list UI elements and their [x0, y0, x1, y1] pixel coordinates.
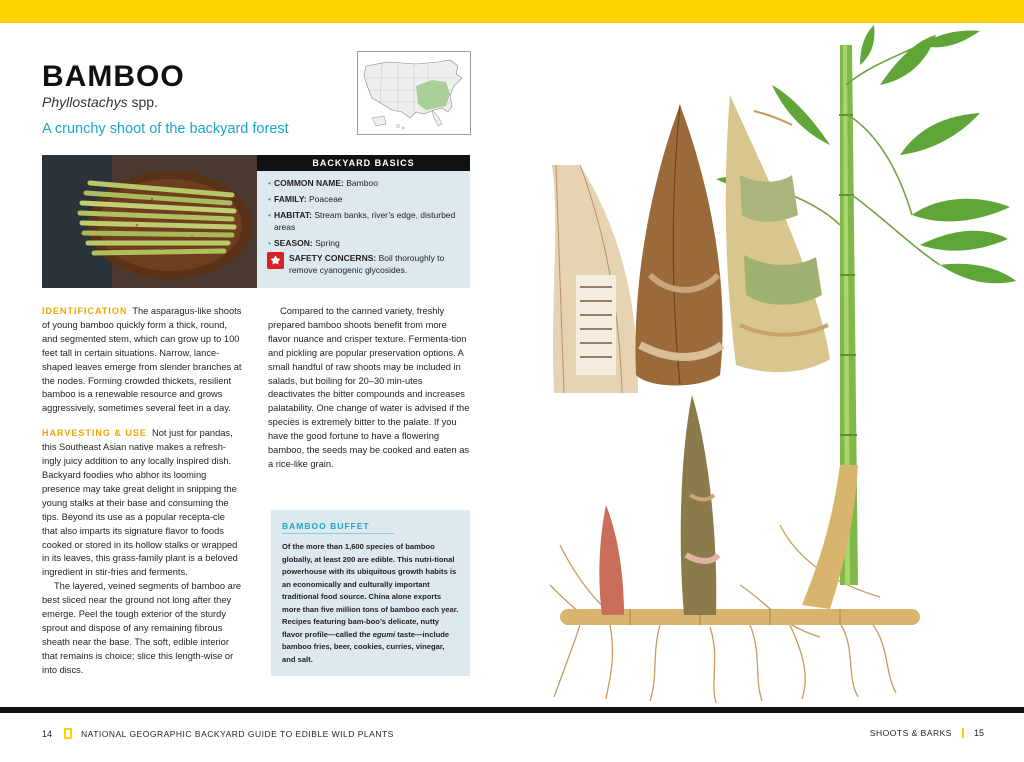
warning-icon: [267, 252, 284, 269]
harvesting-label: HARVESTING & USE: [42, 428, 147, 439]
scientific-genus: Phyllostachys: [42, 94, 128, 110]
shoots-bowl-graphic: [42, 155, 257, 288]
safety-concerns: SAFETY CONCERNS: Boil thoroughly to remove cyanogenic glycosides.: [257, 252, 470, 276]
tagline: A crunchy shoot of the backyard forest: [42, 121, 289, 137]
scientific-name: [42, 94, 158, 110]
publication-title: NATIONAL GEOGRAPHIC BACKYARD GUIDE TO EDIBLE WILD PLANTS: [81, 728, 394, 739]
body-column-left: [42, 305, 242, 678]
basics-season: • SEASON: Spring: [268, 238, 340, 248]
basics-common-name: • COMMON NAME: Bamboo: [268, 178, 378, 188]
harvesting-paragraph: HARVESTING & USE Not just for pandas, this Southeast Asian native makes a refresh-ingly juicy addition to any locally inspired dish. Backyard foodies who abhor its looming presence may take great delight in snipping the young stalks at their base and consuming the tips. Beyond its use as a popular recepta-cle that also imparts its signature flavor to foods cooked or stored in its hollow stalks or wrapped in its leaves, this grass-family plant is a beloved ingredient in stir-fries and ferments.: [42, 428, 238, 578]
us-map-graphic: [358, 52, 470, 134]
backyard-basics-panel: [257, 155, 470, 288]
footer-left: [42, 728, 394, 739]
page-number-right: 15: [973, 728, 984, 738]
basics-habitat: • HABITAT: Stream banks, river’s edge, disturbed areas: [268, 210, 456, 232]
page-title: BAMBOO: [42, 60, 185, 93]
backyard-basics-heading: BACKYARD BASICS: [257, 155, 470, 171]
bamboo-plant-graphic: [540, 25, 1024, 705]
scientific-suffix: spp.: [127, 94, 158, 110]
harvesting-paragraph-3: Compared to the canned variety, freshly prepared bamboo shoots benefit from more flavor nuance and crisper texture. Fermenta-tion and pickling are popular preservation options. A small handful of raw shoots may be included in salads, but boiling for 20–30 min-utes deactivates the bitter compounds and increases palatability. One change of water is advised if the species is extremely bitter to the palate. If you have the good fortune to have a flowering bamboo, the seeds may be cooked and eaten as a rice-like grain.: [268, 306, 470, 469]
footer-right: [870, 728, 984, 738]
bamboo-buffet-text: Of the more than 1,600 species of bamboo globally, at least 200 are edible. This nutri-tional powerhouse with its ubiquitous growth habits is an economically and culturally important traditional food source. China alone exports more than five million tons of bamboo each year. Recipes featuring bam-boo’s delicate, nutty flavor profile—called the egumi taste—include bamboo fries, beer, cookies, curries, vinegar, and salt.: [282, 542, 459, 664]
top-yellow-bar: [0, 0, 1024, 23]
basics-family: • FAMILY: Poaceae: [268, 194, 343, 204]
bamboo-shoots-photo: [42, 155, 257, 288]
range-map: [357, 51, 471, 135]
basics-list: [257, 171, 470, 249]
identification-paragraph: IDENTIFICATION The asparagus-like shoots of young bamboo quickly form a thick, round, and segmented stem, which can grow up to 100 feet tall in certain situations. Narrow, lance-shaped leaves emerge from slender branches at the nodes. Forming crowded thickets, resilient bamboo is a renewable resource and grows aggressively, sometimes several feet in a day.: [42, 306, 242, 414]
footer-rule: [0, 707, 1024, 713]
section-title: SHOOTS & BARKS: [869, 728, 952, 738]
bamboo-buffet-box: [271, 510, 470, 676]
identification-label: IDENTIFICATION: [42, 306, 128, 316]
bamboo-buffet-title: BAMBOO BUFFET: [282, 521, 394, 534]
harvesting-paragraph-2: The layered, veined segments of bamboo are best sliced near the ground not long after they emerge. Peel the tough exterior of the sturdy sprout and dispose of any remaining fibrous sheath near the base. The soft, edible interior that remains is choice; slice this length-wise or into discs.: [42, 581, 242, 675]
nat-geo-logo-icon: [64, 728, 72, 739]
page-number-left: 14: [42, 728, 53, 739]
body-column-right: [268, 305, 471, 472]
footer-separator: [962, 728, 964, 738]
bamboo-illustration: [540, 25, 1024, 705]
